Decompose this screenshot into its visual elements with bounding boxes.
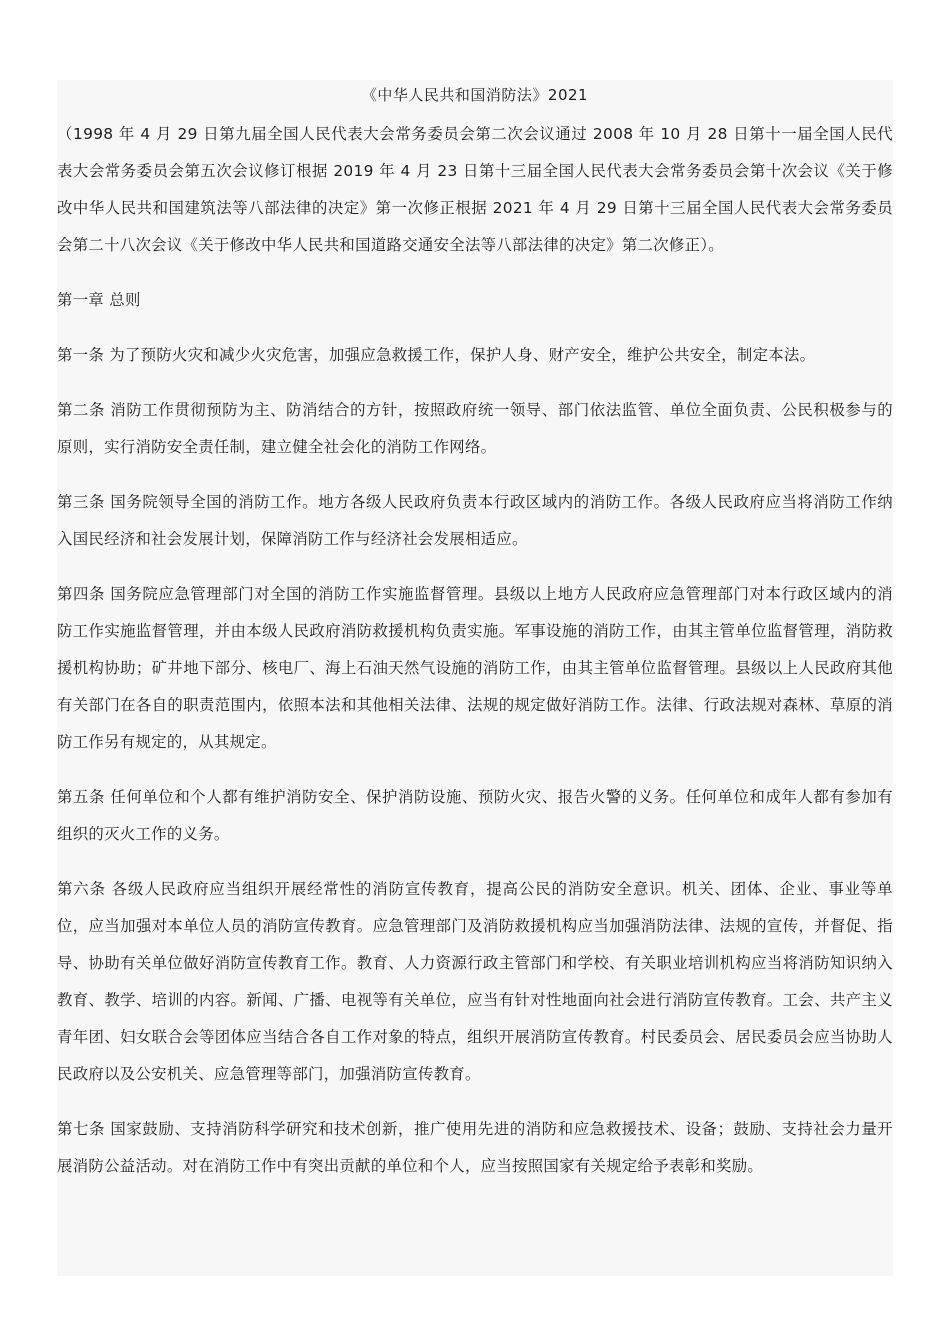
article-2: 第二条 消防工作贯彻预防为主、防消结合的方针，按照政府统一领导、部门依法监管、单位全面负责、公民积极参与的原则，实行消防安全责任制，建立健全社会化的消防工作网络。 [57,401,893,456]
chapter-heading: 第一章 总则 [57,291,141,309]
article-6: 第六条 各级人民政府应当组织开展经常性的消防宣传教育，提高公民的消防安全意识。机关、团体、企业、事业等单位，应当加强对本单位人员的消防宣传教育。应急管理部门及消防救援机构应当加强消防法律、法规的宣传，并督促、指导、协助有关单位做好消防宣传教育工作。教育、人力资源行政主管部门和学校、有关职业培训机构应当将消防知识纳入教育、教学、培训的内容。新闻、广播、电视等有关单位，应当有针对性地面向社会进行消防宣传教育。工会、共产主义青年团、妇女联合会等团体应当结合各自工作对象的特点，组织开展消防宣传教育。村民委员会、居民委员会应当协助人民政府以及公安机关、应急管理等部门，加强消防宣传教育。 [57,880,893,1083]
article-3: 第三条 国务院领导全国的消防工作。地方各级人民政府负责本行政区域内的消防工作。各级人民政府应当将消防工作纳入国民经济和社会发展计划，保障消防工作与经济社会发展相适应。 [57,493,893,548]
article-5: 第五条 任何单位和个人都有维护消防安全、保护消防设施、预防火灾、报告火警的义务。任何单位和成年人都有参加有组织的灭火工作的义务。 [57,788,893,843]
document-intro: （1998 年 4 月 29 日第九届全国人民代表大会常务委员会第二次会议通过 2008 年 10 月 28 日第十一届全国人民代表大会常务委员会第五次会议修订根据 2019 年 4 月 23 日第十三届全国人民代表大会常务委员会第十次会议《关于修改中华人民共和国建筑法等八部法律的决定》第一次修正根据 2021 年 4 月 29 日第十三届全国人民代表大会常务委员会第二十八次会议《关于修改中华人民共和国道路交通安全法等八部法律的决定》第二次修正）。 [57,125,893,254]
document-title: 《中华人民共和国消防法》2021 [361,86,589,104]
article-7: 第七条 国家鼓励、支持消防科学研究和技术创新，推广使用先进的消防和应急救援技术、设备；鼓励、支持社会力量开展消防公益活动。对在消防工作中有突出贡献的单位和个人，应当按照国家有关规定给予表彰和奖励。 [57,1120,893,1175]
document-page [57,80,893,1276]
article-4: 第四条 国务院应急管理部门对全国的消防工作实施监督管理。县级以上地方人民政府应急管理部门对本行政区域内的消防工作实施监督管理，并由本级人民政府消防救援机构负责实施。军事设施的消防工作，由其主管单位监督管理，消防救援机构协助；矿井地下部分、核电厂、海上石油天然气设施的消防工作，由其主管单位监督管理。县级以上人民政府其他有关部门在各自的职责范围内，依照本法和其他相关法律、法规的规定做好消防工作。法律、行政法规对森林、草原的消防工作另有规定的，从其规定。 [57,585,893,751]
article-1: 第一条 为了预防火灾和减少火灾危害，加强应急救援工作，保护人身、财产安全，维护公共安全，制定本法。 [57,346,816,364]
